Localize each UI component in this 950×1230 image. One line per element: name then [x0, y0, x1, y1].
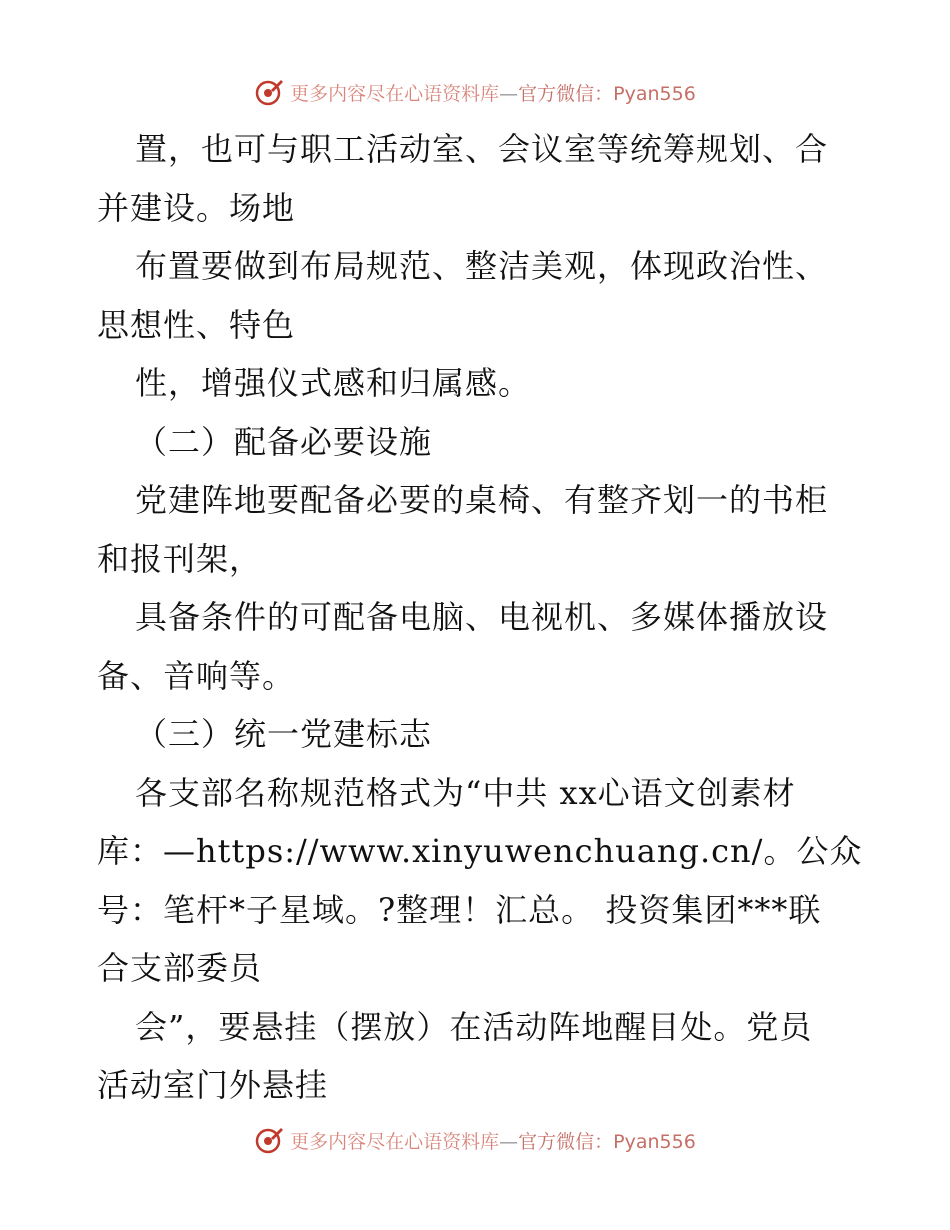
text-line: 会”，要悬挂（摆放）在活动阵地醒目处。党员: [135, 1007, 813, 1046]
text-line: 活动室门外悬挂: [97, 1066, 329, 1104]
watermark-site: 更多内容尽在心语资料库: [290, 82, 500, 105]
text-line: 置，也可与职工活动室、会议室等统筹规划、合: [135, 130, 829, 168]
watermark-wechat: 官方微信：Pyan556: [518, 1130, 696, 1153]
text-line: （三）统一党建标志: [135, 715, 433, 753]
pen-circle-logo-icon: [254, 1125, 284, 1155]
text-line: 党建阵地要配备必要的桌椅、有整齐划一的书柜: [135, 481, 829, 519]
text-line: 库：—https://www.xinyuwenchuang.cn/。公众: [97, 832, 863, 870]
footer-watermark: [0, 1120, 950, 1160]
text-line: 性，增强仪式感和归属感。: [135, 364, 532, 402]
text-line: 思想性、特色: [97, 305, 296, 344]
watermark-site: 更多内容尽在心语资料库: [290, 1130, 500, 1153]
document-body: [97, 120, 863, 1115]
text-line: 备、音响等。: [97, 656, 296, 695]
text-line: （二）配备必要设施: [135, 422, 433, 461]
watermark-dash: —: [499, 1130, 519, 1153]
text-line: 并建设。场地: [97, 188, 296, 227]
text-line: 具备条件的可配备电脑、电视机、多媒体播放设: [135, 598, 829, 636]
watermark-dash: —: [499, 82, 519, 105]
text-line: 各支部名称规范格式为“中共 xx心语文创素材: [135, 773, 796, 812]
text-line: 和报刊架，: [97, 539, 263, 578]
header-watermark: [0, 72, 950, 112]
text-line: 号：笔杆*子星域。?整理！汇总。 投资集团***联: [97, 890, 822, 929]
text-line: 布置要做到布局规范、整洁美观，体现政治性、: [135, 247, 829, 285]
watermark-text: [290, 1127, 696, 1154]
watermark-wechat: 官方微信：Pyan556: [518, 82, 696, 105]
text-line: 合支部委员: [97, 949, 263, 987]
watermark-text: [290, 79, 696, 106]
pen-circle-logo-icon: [254, 77, 284, 107]
